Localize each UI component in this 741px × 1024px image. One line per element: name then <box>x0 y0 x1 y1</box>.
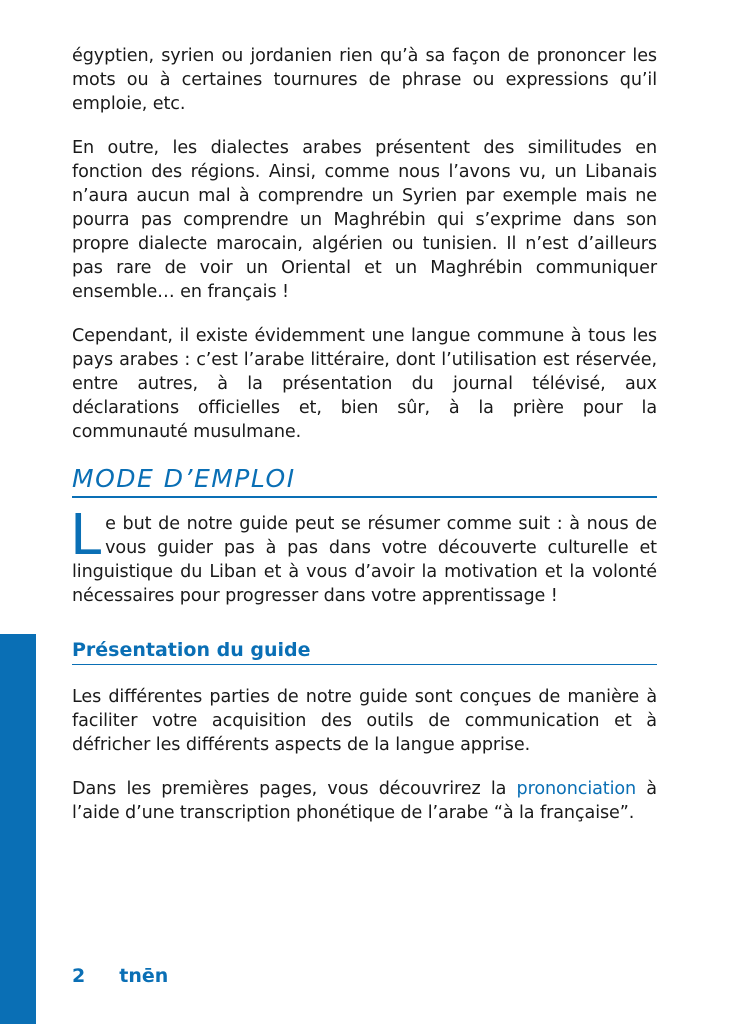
footer-brand: tnēn <box>119 965 169 987</box>
presentation-paragraph-1: Les différentes parties de notre guide sont conçues de manière à faciliter votre acquisition des outils de communication et à défricher les différents aspects de la langue apprise. <box>72 687 657 755</box>
paragraph-3: Cependant, il existe évidemment une langue commune à tous les pays arabes : c’est l’arabe littéraire, dont l’utilisation est réservée, entre autres, à la présentation du journal télévisé, aux déclarations officielles et, bien sûr, à la prière pour la communauté musulmane. <box>72 326 657 442</box>
page-footer <box>72 965 168 987</box>
subsection-title-presentation: Présentation du guide <box>72 638 657 665</box>
pronunciation-link[interactable]: prononciation <box>516 779 637 799</box>
page-content <box>72 44 657 845</box>
para2-before: Dans les premières pages, vous découvrirez la <box>72 779 517 799</box>
section-title-mode-emploi: MODE D’EMPLOI <box>72 464 657 498</box>
intro-text: e but de notre guide peut se résumer comme suit : à nous de vous guider pas à pas dans votre découverte culturelle et linguistique du Liban et à vous d’avoir la motivation et la volonté nécessaires pour progresser dans votre apprentissage ! <box>72 514 657 606</box>
paragraph-1: égyptien, syrien ou jordanien rien qu’à sa façon de prononcer les mots ou à certaines tournures de phrase ou expressions qu’il emploie, etc. <box>72 46 657 114</box>
side-color-tab <box>0 634 36 1024</box>
paragraph-2: En outre, les dialectes arabes présentent des similitudes en fonction des régions. Ainsi, comme nous l’avons vu, un Libanais n’aura aucun mal à comprendre un Syrien par exemple mais ne pourra pas comprendre un Maghrébin qui s’exprime dans son propre dialecte marocain, algérien ou tunisien. Il n’est d’ailleurs pas rare de voir un Oriental et un Maghrébin communiquer ensemble… en français ! <box>72 138 657 302</box>
presentation-paragraph-2 <box>72 777 657 825</box>
page-number: 2 <box>72 965 86 987</box>
drop-cap: L <box>70 503 102 568</box>
para2-after: à l’aide d’une transcription phonétique de l’arabe “à la française”. <box>72 779 657 823</box>
intro-paragraph <box>70 503 657 608</box>
